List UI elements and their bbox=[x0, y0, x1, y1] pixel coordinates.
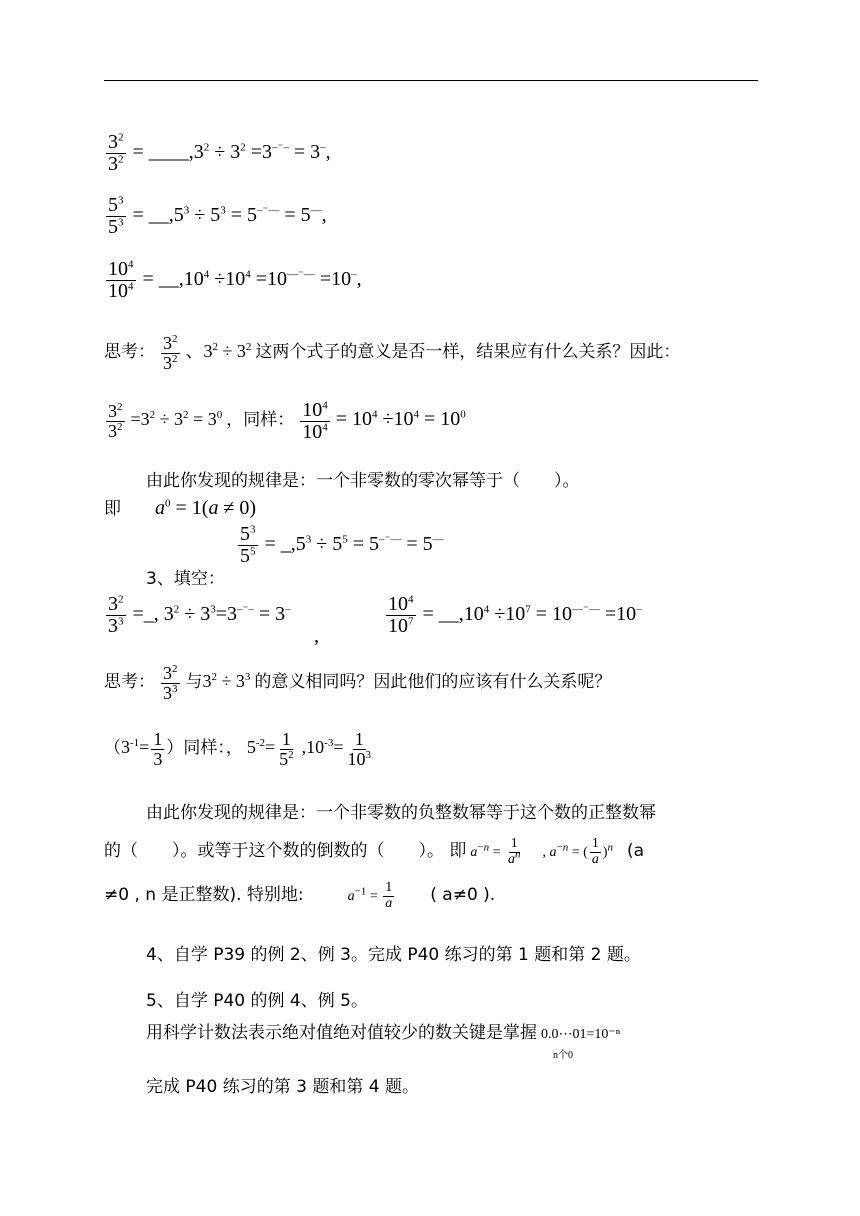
eq-line-fill-2: $\frac{3^2}{3^3}$ =_, $3^2 \div 3^3=3^{-^--} = 3^-$ bbox=[108, 593, 291, 637]
think-line-1: 思考： $\frac{3^2}{3^2}$ 、$3^2 \div 3^2$ 这两个式子的意义是否一样，结果应有什么关系？因此： bbox=[104, 333, 681, 373]
eq-line-1: $\frac{3^2}{3^2}$ = $\_\_\_\_,3^2 \div 3^2 =3^{-^--} = 3^-$, bbox=[108, 131, 331, 175]
item-5: 5、自学 P40 的例 4、例 5。 bbox=[146, 991, 368, 1011]
item-4: 4、自学 P39 的例 2、例 3。完成 P40 练习的第 1 题和第 2 题。 bbox=[146, 945, 641, 965]
rule-neg-3: ≠0 , n 是正整数). 特别地: $a^{-1}$ = $\frac{1}{a}$ ( a≠0 ). bbox=[104, 880, 496, 911]
think-line-2: 思考： $\frac{3^2}{3^3}$ 与$3^2 \div 3^3$ 的意义相同吗？因此他们的应该有什么关系呢？ bbox=[104, 663, 612, 703]
eq-line-fill-3: $\frac{10^4}{10^7}$ = $\_\_,10^4 \div 10^7 = 10^{—^-—} =10^-$ bbox=[388, 593, 642, 637]
negative-examples: （$3^{-1}=$ $\frac{1}{3}$ ）同样：， $5^{-2}=$ $\frac{1}{5^2}$ $,10^{-3}=$ $\frac{1}{10^3}$ bbox=[104, 729, 371, 769]
formula-zero: 即 $a^0 = 1(a \ne 0)$ bbox=[104, 497, 257, 519]
fill-label: 3、填空： bbox=[146, 569, 225, 589]
think-label: 思考： bbox=[104, 342, 155, 363]
rule-neg-2: 的（ ）。或等于这个数的倒数的（ ）。 即 $a^{-n}$ = $\frac{1}{a^n}$ , $a^{-n}$ = ( $\frac{1}{a}$ )$^n$ (a bbox=[104, 836, 645, 867]
sci-notation-line: 用科学计数法表示绝对值绝对值较少的数关键是掌握 0.0⋯01=10⁻ⁿ n个0 bbox=[146, 1023, 621, 1061]
same-label: ，同样： bbox=[226, 410, 295, 431]
header-rule bbox=[104, 80, 758, 81]
rule-zero-power: 由此你发现的规律是：一个非零数的零次幂等于（ ）。 bbox=[146, 471, 580, 491]
comma: , bbox=[314, 625, 319, 647]
eq-line-2: $\frac{5^3}{5^3}$ = $\_\_,5^3 \div 5^3 = 5^{-^-—} = 5^—$, bbox=[108, 194, 327, 238]
zero-power-line: $\frac{3^2}{3^2}$ $=3^2 \div 3^2 = 3^0$ ，同样： $\frac{10^4}{10^4}$ = $10^4 \div 10^4 = 10^0$ bbox=[108, 399, 466, 443]
eq-line-3: $\frac{10^4}{10^4}$ = $\_\_,10^4 \div 10^4 =10^{—^-—} =10^-$, bbox=[108, 258, 362, 302]
rule-neg-1: 由此你发现的规律是：一个非零数的负整数幂等于这个数的正整数幂 bbox=[146, 803, 656, 823]
think-text: 这两个式子的意义是否一样，结果应有什么关系？因此： bbox=[255, 342, 681, 363]
sci-formula: 0.0⋯01=10⁻ⁿ n个0 bbox=[541, 1027, 621, 1061]
finish-line: 完成 P40 练习的第 3 题和第 4 题。 bbox=[146, 1077, 419, 1097]
eq-line-fill-1: $\frac{5^3}{5^5}$ = $\_,5^3 \div 5^5 = 5^{-^-—} = 5^—$ bbox=[240, 523, 444, 567]
